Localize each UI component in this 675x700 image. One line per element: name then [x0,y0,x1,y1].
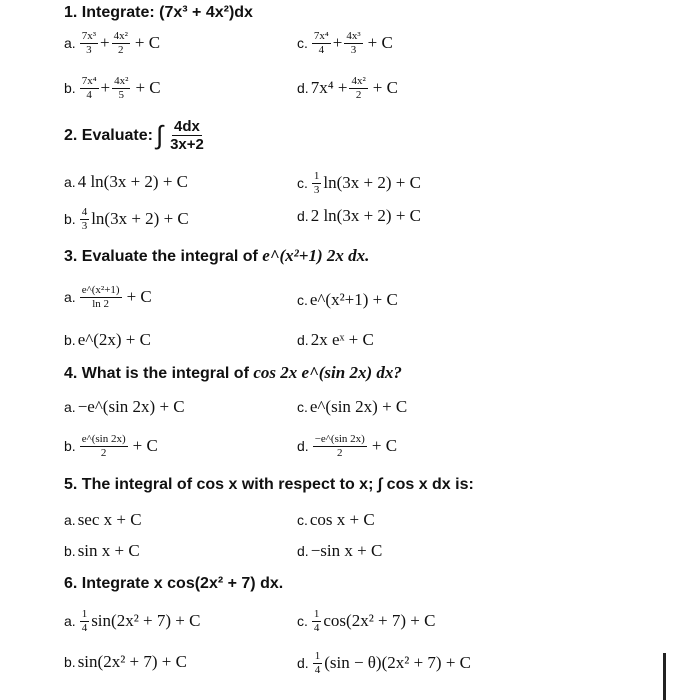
q3-option-b[interactable]: b. e^(2x) + C [64,330,151,349]
option-label: b. [64,80,76,97]
option-label: c. [297,613,308,630]
option-label: d. [297,543,309,559]
q3-option-d[interactable]: d. 2x eˣ + C [297,330,374,349]
question-4-title: 4. What is the integral of cos 2x e^(sin 2x) dx? [64,363,402,382]
option-label: b. [64,332,76,348]
question-3-title: 3. Evaluate the integral of e^(x²+1) 2x dx. [64,246,370,265]
q2-option-d[interactable]: d. 2 ln(3x + 2) + C [297,206,421,225]
option-label: d. [297,655,309,672]
option-label: c. [297,292,308,308]
q1-option-b[interactable]: b. $\frac{\text{7x⁴}}{4}$ + $\frac{\text{4x²}}{5}$ + C [64,75,161,101]
option-label: b. [64,654,76,670]
option-label: c. [297,512,308,528]
question-5-title: 5. The integral of cos x with respect to x; ∫ cos x dx is: [64,476,474,493]
q3-option-c[interactable]: c. e^(x²+1) + C [297,290,398,309]
q5-option-b[interactable]: b. sin x + C [64,541,140,560]
q5-option-c[interactable]: c. cos x + C [297,510,375,529]
option-label: a. [64,174,76,190]
q5-option-a[interactable]: a. sec x + C [64,510,142,529]
question-1-title: 1. Integrate: (7x³ + 4x²)dx [64,4,253,21]
option-label: a. [64,613,76,630]
q2-option-c[interactable]: c. $\frac{1}{3}$ ln(3x + 2) + C [297,170,421,196]
option-label: c. [297,35,308,52]
scrollbar[interactable] [663,653,666,700]
option-label: a. [64,512,76,528]
option-label: b. [64,438,76,455]
q6-option-a[interactable]: a. $\frac{1}{4}$ sin(2x² + 7) + C [64,608,201,634]
option-label: d. [297,438,309,455]
q4-option-d[interactable]: d. $\frac{-e\^{}(\sin 2x)}{2}$ + C [297,433,398,459]
option-label: a. [64,35,76,52]
integral-sign: ∫ [155,120,164,151]
q1-option-d[interactable]: d. 7x⁴ + $\frac{\text{4x²}}{2}$ + C [297,75,398,101]
question-2-title: 2. Evaluate: ∫ $\frac{4dx}{3x+2}$ [64,118,204,154]
q3-option-a[interactable]: a. $\frac{\text{e\textasciicircum{}(x²+1)}}{\ln 2}$ + C [64,284,152,310]
option-label: d. [297,208,309,224]
option-label: c. [297,399,308,415]
option-label: c. [297,175,308,192]
q2-option-a[interactable]: a. 4 ln(3x + 2) + C [64,172,188,191]
option-label: a. [64,399,76,415]
option-label: b. [64,543,76,559]
q5-option-d[interactable]: d. −sin x + C [297,541,383,560]
option-label: a. [64,289,76,306]
q1-option-c[interactable]: c. $\frac{\text{7x⁴}}{4}$ + $\frac{\text{4x³}}{3}$ + C [297,30,393,56]
q1-option-a[interactable]: a. $\frac{\text{7x³}}{3}$ + $\frac{\text{4x²}}{2}$ + C [64,30,161,56]
option-label: d. [297,332,309,348]
q4-option-a[interactable]: a. −e^(sin 2x) + C [64,397,185,416]
question-6-title: 6. Integrate x cos(2x² + 7) dx. [64,575,284,592]
q2-option-b[interactable]: b. $\frac{4}{3}$ ln(3x + 2) + C [64,206,189,232]
q4-option-b[interactable]: b. $\frac{e\^{}(\sin 2x)}{2}$ + C [64,433,158,459]
q6-option-d[interactable]: d. $\frac{1}{4}$ (sin − θ)(2x² + 7) + C [297,650,472,676]
q6-option-b[interactable]: b. sin(2x² + 7) + C [64,652,187,671]
q4-option-c[interactable]: c. e^(sin 2x) + C [297,397,408,416]
q6-option-c[interactable]: c. $\frac{1}{4}$ cos(2x² + 7) + C [297,608,436,634]
option-label: b. [64,211,76,228]
option-label: d. [297,80,309,97]
